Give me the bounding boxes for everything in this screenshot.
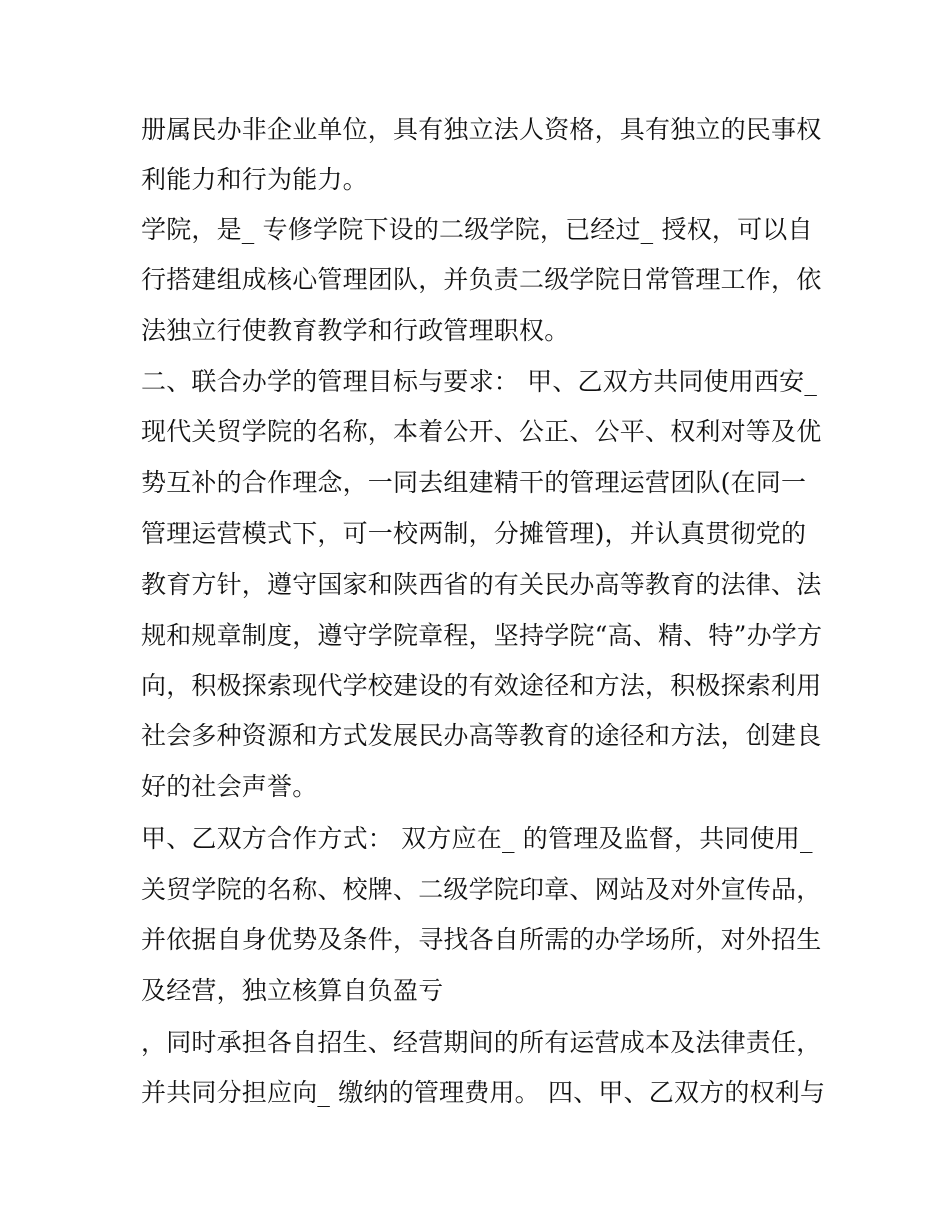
text-line: 册属民办非企业单位，具有独立法人资格，具有独立的民事权 xyxy=(141,115,822,144)
text-line: 教育方针，遵守国家和陕西省的有关民办高等教育的法律、法 xyxy=(141,570,822,599)
text-line: 学院，是_ 专修学院下设的二级学院，已经过_ 授权，可以自 xyxy=(141,215,813,244)
text-line: 并依据自身优势及条件，寻找各自所需的办学场所，对外招生 xyxy=(141,925,822,954)
text-line: 向，积极探索现代学校建设的有效途径和方法，积极探索利用 xyxy=(141,671,822,700)
text-line: 法独立行使教育教学和行政管理职权。 xyxy=(141,316,570,345)
text-line: 二、联合办学的管理目标与要求： 甲、乙双方共同使用西安_ xyxy=(141,367,818,396)
text-line: 及经营，独立核算自负盈亏 xyxy=(141,976,444,1005)
text-line: 利能力和行为能力。 xyxy=(141,165,368,194)
text-line: 管理运营模式下，可一校两制，分摊管理)，并认真贯彻党的 xyxy=(141,519,807,548)
text-line: 甲、乙双方合作方式： 双方应在_ 的管理及监督，共同使用_ xyxy=(141,824,813,853)
text-line: 社会多种资源和方式发展民办高等教育的途径和方法，创建良 xyxy=(141,721,822,750)
text-line: 行搭建组成核心管理团队，并负责二级学院日常管理工作，依 xyxy=(141,265,822,294)
text-line: 关贸学院的名称、校牌、二级学院印章、网站及对外宣传品， xyxy=(141,875,822,904)
text-line: 并共同分担应向_ 缴纳的管理费用。 四、甲、乙双方的权利与 xyxy=(141,1078,826,1107)
text-line: 势互补的合作理念，一同去组建精干的管理运营团队(在同一 xyxy=(141,468,807,497)
text-line: 规和规章制度，遵守学院章程，坚持学院“高、精、特”办学方 xyxy=(141,621,823,650)
text-line: 好的社会声誉。 xyxy=(141,772,318,801)
text-line: ，同时承担各自招生、经营期间的所有运营成本及法律责任， xyxy=(141,1028,822,1057)
text-line: 现代关贸学院的名称，本着公开、公正、公平、权利对等及优 xyxy=(141,417,822,446)
